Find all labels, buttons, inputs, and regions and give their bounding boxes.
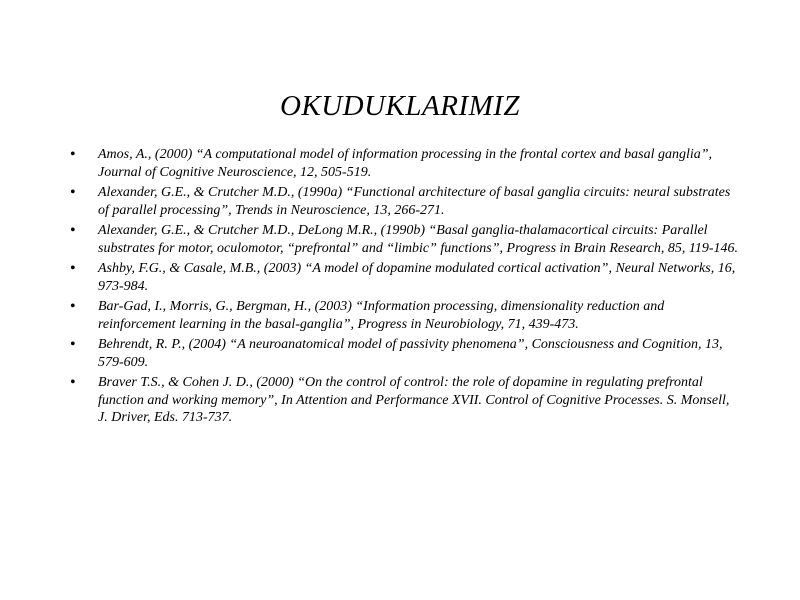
reference-list (70, 146, 740, 430)
bullet-icon: • (70, 184, 76, 201)
bullet-icon: • (70, 336, 76, 353)
reference-item (70, 222, 740, 257)
reference-item (70, 336, 740, 371)
bullet-icon: • (70, 222, 76, 239)
reference-text: Ashby, F.G., & Casale, M.B., (2003) “A model of dopamine modulated cortical activation”, Neural Networks, 16, 973-984. (98, 261, 736, 294)
reference-text: Braver T.S., & Cohen J. D., (2000) “On the control of control: the role of dopamine in regulating prefrontal function and working memory”, In Attention and Performance XVII. Control of Cognitive Processes. S. Monsell, J. Driver, Eds. 713-737. (98, 375, 730, 425)
reference-item (70, 184, 740, 219)
bullet-icon: • (70, 298, 76, 315)
reference-item (70, 298, 740, 333)
reference-text: Amos, A., (2000) “A computational model of information processing in the frontal cortex and basal ganglia”, Journal of Cognitive Neuroscience, 12, 505-519. (98, 147, 713, 180)
reference-text: Bar-Gad, I., Morris, G., Bergman, H., (2003) “Information processing, dimensionality reduction and reinforcement learning in the basal-ganglia”, Progress in Neurobiology, 71, 439-473. (98, 299, 665, 332)
reference-text: Behrendt, R. P., (2004) “A neuroanatomical model of passivity phenomena”, Consciousness and Cognition, 13, 579-609. (98, 337, 723, 370)
reference-item (70, 260, 740, 295)
slide-title: OKUDUKLARIMIZ (279, 90, 521, 122)
bullet-icon: • (70, 146, 76, 163)
bullet-icon: • (70, 374, 76, 391)
reference-text: Alexander, G.E., & Crutcher M.D., (1990a) “Functional architecture of basal ganglia circuits: neural substrates of parallel processing”, Trends in Neuroscience, 13, 266-271. (98, 185, 731, 218)
reference-item (70, 374, 740, 427)
reference-item (70, 146, 740, 181)
reference-text: Alexander, G.E., & Crutcher M.D., DeLong M.R., (1990b) “Basal ganglia-thalamacortical circuits: Parallel substrates for motor, oculomotor, “prefrontal” and “limbic” functions”, Progress in Brain Research, 85, 119-146. (98, 223, 739, 256)
bullet-icon: • (70, 260, 76, 277)
